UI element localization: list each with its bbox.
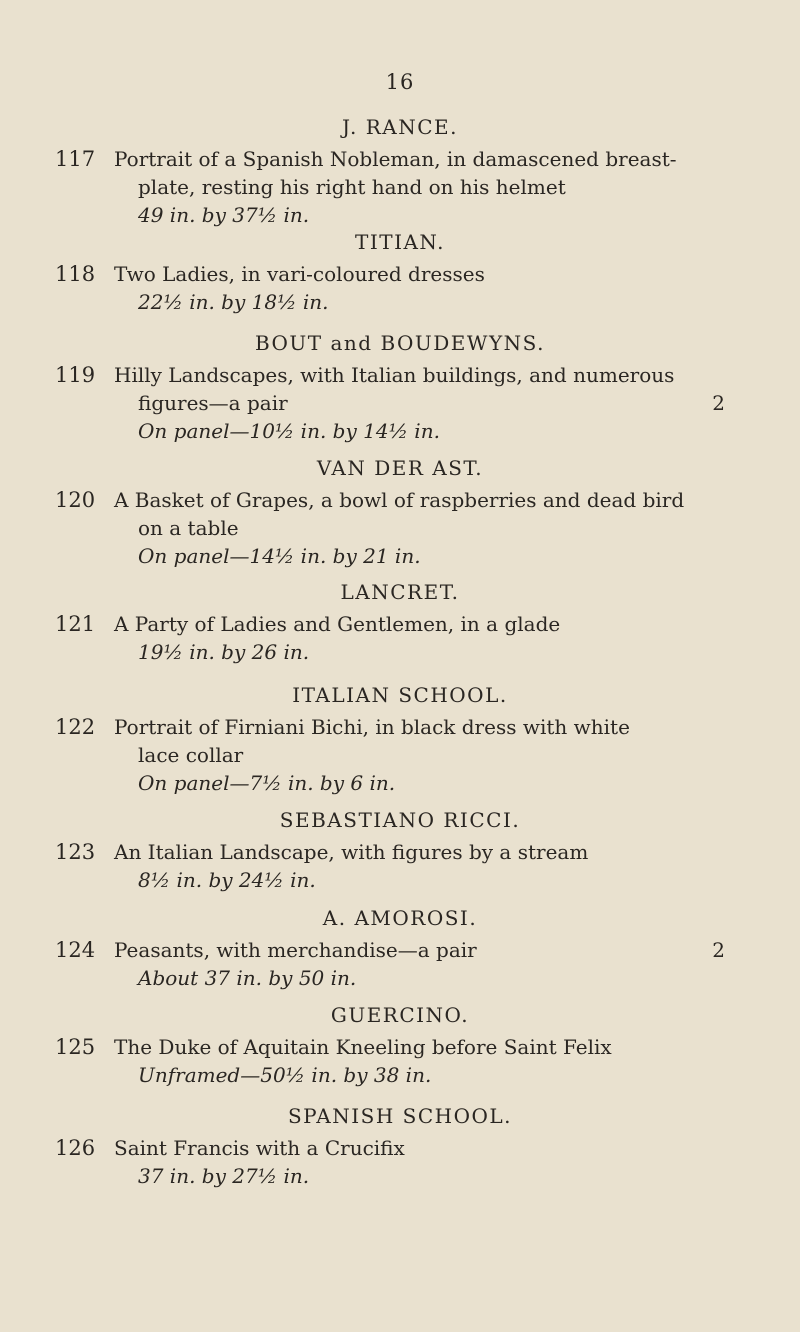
artist-name: BOUT and BOUDEWYNS. bbox=[254, 331, 546, 355]
lot-title-continued: figures—a pair bbox=[138, 391, 288, 415]
lot-dimensions: 49 in. by 37½ in. bbox=[138, 203, 310, 227]
lot-dimensions: 22½ in. by 18½ in. bbox=[138, 290, 329, 314]
lot-title: Portrait of a Spanish Nobleman, in damascened breast- bbox=[114, 147, 677, 171]
lot-dimensions: Unframed—50½ in. by 38 in. bbox=[138, 1063, 432, 1087]
lot-number: 119 bbox=[55, 363, 96, 387]
lot-title: The Duke of Aquitain Kneeling before Saint Felix bbox=[114, 1035, 612, 1059]
artist-name: TITIAN. bbox=[354, 230, 445, 254]
lot-dimensions: On panel—14½ in. by 21 in. bbox=[138, 544, 421, 568]
artist-name: SEBASTIANO RICCI. bbox=[279, 808, 521, 832]
lot-title: Peasants, with merchandise—a pair bbox=[114, 938, 477, 962]
artist-name: A. AMOROSI. bbox=[322, 906, 478, 930]
lot-dimensions: 37 in. by 27½ in. bbox=[138, 1164, 310, 1188]
lot-dimensions: 8½ in. by 24½ in. bbox=[138, 868, 316, 892]
lot-number: 117 bbox=[55, 147, 96, 171]
lot-dimensions: On panel—7½ in. by 6 in. bbox=[138, 771, 396, 795]
lot-dimensions: About 37 in. by 50 in. bbox=[138, 966, 357, 990]
lot-title: Portrait of Firniani Bichi, in black dress with white bbox=[114, 715, 630, 739]
lot-number: 122 bbox=[55, 715, 96, 739]
lot-title-continued: on a table bbox=[138, 516, 239, 540]
lot-count: 2 bbox=[712, 938, 725, 962]
lot-title-continued: lace collar bbox=[138, 743, 244, 767]
lot-title: Two Ladies, in vari-coloured dresses bbox=[114, 262, 485, 286]
lot-number: 123 bbox=[55, 840, 96, 864]
lot-number: 125 bbox=[55, 1035, 96, 1059]
lot-number: 126 bbox=[55, 1136, 96, 1160]
lot-number: 120 bbox=[55, 488, 96, 512]
lot-number: 121 bbox=[55, 612, 96, 636]
artist-name: SPANISH SCHOOL. bbox=[287, 1104, 513, 1128]
artist-name: ITALIAN SCHOOL. bbox=[292, 683, 508, 707]
lot-title: Hilly Landscapes, with Italian buildings, and numerous bbox=[114, 363, 675, 387]
lot-title: Saint Francis with a Crucifix bbox=[114, 1136, 405, 1160]
lot-title: A Basket of Grapes, a bowl of raspberries and dead bird bbox=[114, 488, 685, 512]
lot-title: A Party of Ladies and Gentlemen, in a glade bbox=[114, 612, 561, 636]
artist-name: LANCRET. bbox=[340, 580, 460, 604]
lot-number: 124 bbox=[55, 938, 96, 962]
lot-number: 118 bbox=[55, 262, 96, 286]
artist-name: VAN DER AST. bbox=[316, 456, 484, 480]
lot-dimensions: 19½ in. by 26 in. bbox=[138, 640, 310, 664]
page-number: 16 bbox=[385, 70, 415, 94]
lot-dimensions: On panel—10½ in. by 14½ in. bbox=[138, 419, 440, 443]
lot-title-continued: plate, resting his right hand on his helmet bbox=[138, 175, 566, 199]
artist-name: J. RANCE. bbox=[342, 115, 458, 139]
lot-count: 2 bbox=[712, 391, 725, 415]
artist-name: GUERCINO. bbox=[330, 1003, 470, 1027]
lot-title: An Italian Landscape, with figures by a stream bbox=[114, 840, 589, 864]
